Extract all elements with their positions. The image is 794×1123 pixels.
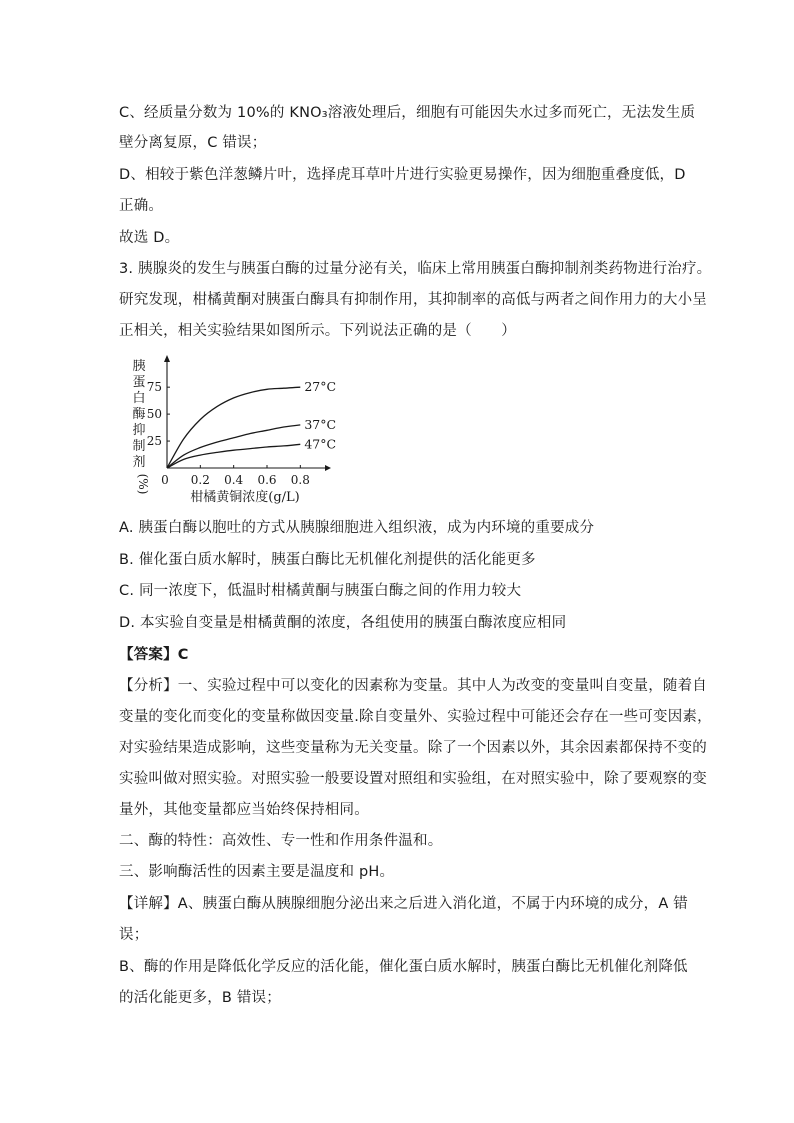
y-tick-label: 75 <box>146 380 162 395</box>
y-axis-label-char: 抑 <box>132 423 146 438</box>
inhibition-chart <box>119 352 349 507</box>
analysis-6: 二、酶的特性：高效性、专一性和作用条件温和。 <box>119 833 443 849</box>
chart-series <box>167 387 300 468</box>
analysis-7: 三、影响酶活性的因素主要是温度和 pH。 <box>119 864 395 880</box>
detail-4: 的活化能更多，B 错误； <box>119 990 281 1006</box>
series-label-0: 27°C <box>304 379 337 395</box>
series-label-2: 47°C <box>304 436 337 452</box>
analysis-5: 量外，其他变量都应当始终保持相同。 <box>119 802 369 818</box>
series-label-1: 37°C <box>304 416 337 432</box>
analysis-4: 实验叫做对照实验。对照实验一般要设置对照组和实验组，在对照实验中，除了要观察的变 <box>119 771 707 787</box>
analysis-2: 变量的变化而变化的变量称做因变量.除自变量外、实验过程中可能还会存在一些可变因素， <box>119 709 712 725</box>
x-tick-label: 0.6 <box>257 473 277 487</box>
option-d: D. 本实验自变量是柑橘黄酮的浓度，各组使用的胰蛋白酶浓度应相同 <box>119 615 567 631</box>
x-tick-label: 0.8 <box>290 473 310 487</box>
chart-axes <box>164 355 331 471</box>
origin-label: 0 <box>161 473 169 487</box>
d-line-1: D、相较于紫色洋葱鳞片叶，选择虎耳草叶片进行实验更易操作，因为细胞重叠度低，D <box>119 167 686 183</box>
series-line-2 <box>167 444 300 468</box>
x-axis-label: 柑橘黄铜浓度(g/L) <box>190 490 300 505</box>
c-line-1: C、经质量分数为 10%的 KNO₃溶液处理后，细胞有可能因失水过多而死亡，无法发生质 <box>119 105 696 121</box>
y-axis-label-char: 剂 <box>132 455 146 470</box>
y-tick-label: 25 <box>146 434 162 449</box>
detail-2: 误； <box>119 927 149 943</box>
q3-line-1: 3. 胰腺炎的发生与胰蛋白酶的过量分泌有关，临床上常用胰蛋白酶抑制剂类药物进行治疗。 <box>119 261 712 277</box>
option-b: B. 催化蛋白质水解时，胰蛋白酶比无机催化剂提供的活化能更多 <box>119 552 536 568</box>
x-tick-label: 0.2 <box>190 473 210 487</box>
analysis-1: 【分析】一、实验过程中可以变化的因素称为变量。其中人为改变的变量叫自变量，随着自 <box>119 678 707 694</box>
y-axis-label-char: 制 <box>132 439 146 454</box>
y-axis-label-char: 蛋 <box>132 375 146 390</box>
q3-line-3: 正相关，相关实验结果如图所示。下列说法正确的是（ ） <box>119 323 516 339</box>
y-axis-unit: (%) <box>136 473 150 495</box>
chart-labels <box>132 358 336 505</box>
detail-3: B、酶的作用是降低化学反应的活化能，催化蛋白质水解时，胰蛋白酶比无机催化剂降低 <box>119 959 688 975</box>
x-axis-arrow <box>325 465 331 471</box>
option-a: A. 胰蛋白酶以胞吐的方式从胰腺细胞进入组织液，成为内环境的重要成分 <box>119 520 595 536</box>
y-axis-label-char: 酶 <box>132 407 146 422</box>
y-axis-label-char: 白 <box>132 391 146 406</box>
y-axis-label-char: 胰 <box>132 359 146 374</box>
c-line-2: 壁分离复原，C 错误； <box>119 135 267 151</box>
analysis-3: 对实验结果造成影响，这些变量称为无关变量。除了一个因素以外，其余因素都保持不变的 <box>119 740 707 756</box>
q3-line-2: 研究发现，柑橘黄酮对胰蛋白酶具有抑制作用，其抑制率的高低与两者之间作用力的大小呈 <box>119 292 707 308</box>
answer-label: 【答案】C <box>119 647 189 663</box>
d-line-2: 正确。 <box>119 198 164 214</box>
option-c: C. 同一浓度下，低温时柑橘黄酮与胰蛋白酶之间的作用力较大 <box>119 583 522 599</box>
answer-prev: 故选 D。 <box>119 230 180 246</box>
x-tick-label: 0.4 <box>224 473 244 487</box>
y-axis-arrow <box>164 355 170 362</box>
detail-1: 【详解】A、胰蛋白酶从胰腺细胞分泌出来之后进入消化道，不属于内环境的成分，A 错 <box>119 896 688 912</box>
y-tick-label: 50 <box>146 407 162 422</box>
